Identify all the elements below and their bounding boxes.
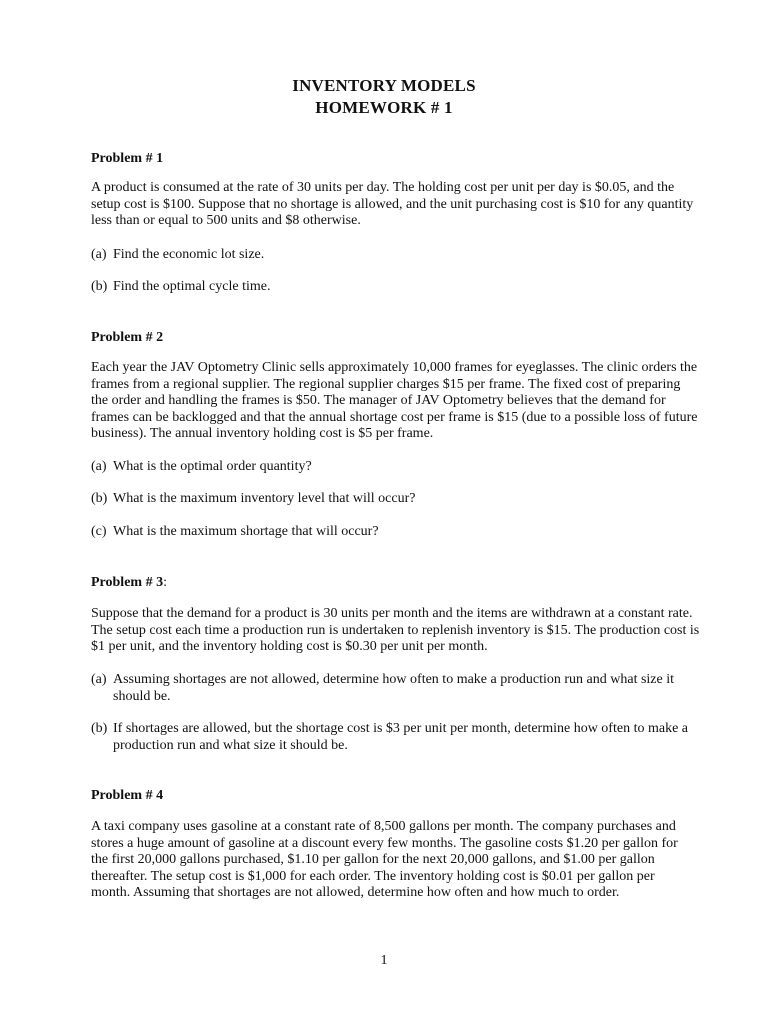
document-title-line-1: INVENTORY MODELS (292, 76, 476, 95)
problem-1-heading: Problem # 1 (91, 151, 164, 166)
problem-2-text (91, 360, 698, 443)
item-text: should be. (113, 688, 171, 704)
item-text: What is the maximum shortage that will occur? (113, 524, 379, 539)
item-text: Assuming shortages are not allowed, determine how often to make a production run and what size it (113, 672, 675, 687)
problem-4-heading: Problem # 4 (91, 788, 164, 803)
item-text: What is the optimal order quantity? (113, 459, 312, 474)
problem-1-text (91, 180, 694, 230)
problem-3-heading-colon: : (163, 575, 167, 590)
item-label: (b) (91, 279, 108, 294)
item-label: (a) (91, 459, 107, 474)
problem-3-text-line: $1 per unit, and the inventory holding cost is $0.30 per unit per month. (91, 639, 488, 654)
problem-3-item-a (91, 672, 681, 705)
item-text: If shortages are allowed, but the shortage cost is $3 per unit per month, determine how often to make a (113, 721, 688, 736)
problem-1-item-a (91, 247, 681, 264)
problem-4-text-line: month. Assuming that shortages are not allowed, determine how often and how much to order. (91, 885, 620, 900)
problem-3-item-b (91, 721, 688, 754)
problem-2-item-c (91, 524, 681, 541)
problem-2-heading: Problem # 2 (91, 330, 164, 345)
problem-3-heading-text: Problem # 3 (91, 575, 164, 590)
problem-2-item-b (91, 491, 681, 508)
problem-4-text-line: stores a huge amount of gasoline at a discount every few months. The gasoline costs $1.20 per gallon for (91, 835, 678, 851)
problem-1-text-line: A product is consumed at the rate of 30 units per day. The holding cost per unit per day is $0.05, and the (91, 180, 675, 195)
problem-4-text-line: A taxi company uses gasoline at a constant rate of 8,500 gallons per month. The company purchases and (91, 819, 676, 834)
problem-4-text-line: the first 20,000 gallons purchased, $1.10 per gallon for the next 20,000 gallons, and $1.00 per gallon (91, 852, 655, 867)
problem-2-text-line: frames can be backlogged and that the annual shortage cost per frame is $15 (due to a possible loss of future (91, 409, 698, 425)
problem-1-text-line: setup cost is $100. Suppose that no shortage is allowed, and the unit purchasing cost is $10 for any quantity (91, 196, 694, 212)
problem-4-text-line: thereafter. The setup cost is $1,000 for each order. The inventory holding cost is $0.01 per gallon per (91, 868, 655, 884)
problem-4-text (91, 819, 681, 902)
item-label: (a) (91, 247, 107, 262)
item-text: Find the economic lot size. (113, 247, 265, 262)
problem-2-text-line: frames from a regional supplier. The regional supplier charges $15 per frame. The fixed cost of preparing (91, 376, 681, 392)
item-label: (b) (91, 721, 108, 736)
item-text: production run and what size it should be. (113, 737, 348, 753)
item-text: Find the optimal cycle time. (113, 279, 271, 294)
problem-1-text-line: less than or equal to 500 units and $8 otherwise. (91, 213, 361, 228)
problem-3-text (91, 606, 700, 656)
problem-2-item-a (91, 459, 681, 476)
problem-3-text-line: Suppose that the demand for a product is 30 units per month and the items are withdrawn at a constant rate. (91, 606, 693, 621)
problem-2-text-line: business). The annual inventory holding cost is $5 per frame. (91, 426, 434, 441)
problem-2-text-line: Each year the JAV Optometry Clinic sells approximately 10,000 frames for eyeglasses. The clinic orders the (91, 360, 698, 375)
item-label: (a) (91, 672, 107, 687)
item-label: (b) (91, 491, 108, 506)
item-label: (c) (91, 524, 107, 539)
problem-3-text-line: The setup cost each time a production run is undertaken to replenish inventory is $15. The production cost is (91, 622, 700, 638)
page-number: 1 (380, 953, 388, 968)
document-title-line-2: HOMEWORK # 1 (315, 98, 453, 117)
problem-1-item-b (91, 279, 681, 296)
item-text: What is the maximum inventory level that will occur? (113, 491, 416, 506)
problem-3-heading (91, 574, 167, 591)
problem-2-text-line: the order and handling the frames is $50. The manager of JAV Optometry believes that the demand for (91, 393, 666, 408)
